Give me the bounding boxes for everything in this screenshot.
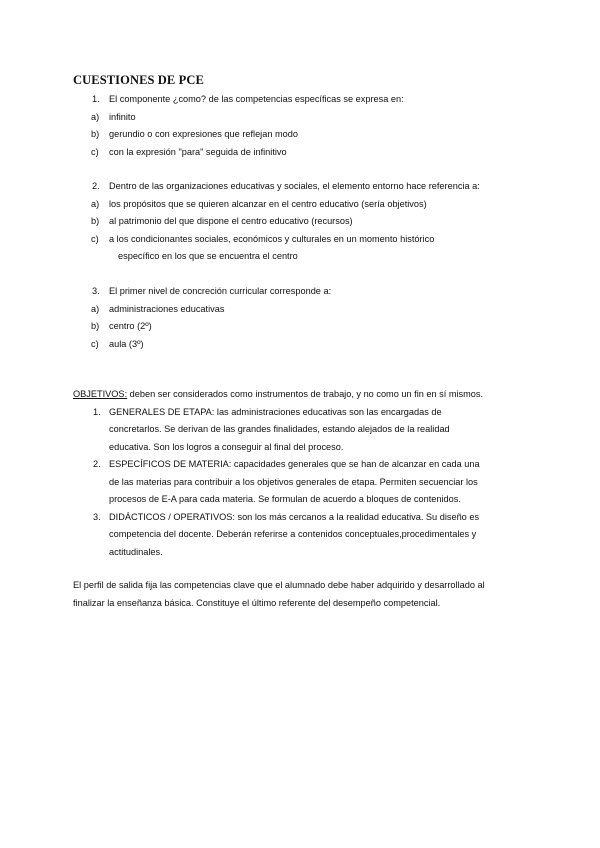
option-letter: b) [91,321,100,331]
objective-line: competencia del docente. Deberán referirse a contenidos conceptuales,procedimentales y [109,529,477,539]
objective-line: de las materias para contribuir a los objetivos generales de etapa. Permiten secuenciar los [109,476,478,487]
option-line [0,301,600,319]
page-title: CUESTIONES DE PCE [73,73,204,87]
objective-line: DIDÁCTICOS / OPERATIVOS: son los más cercanos a la realidad educativa. Su diseño es [109,511,480,522]
option-text: con la expresión "para" seguida de infinitivo [109,146,287,157]
question-2 [0,178,600,266]
objective-line: procesos de E-A para cada materia. Se formulan de acuerdo a bloques de contenidos. [109,494,461,504]
objective-item [73,456,573,509]
option-line [0,196,600,214]
question-number: 2. [92,181,100,191]
objective-line: ESPECÍFICOS DE MATERIA: capacidades generales que se han de alcanzar en cada una [109,459,480,469]
question-text: El primer nivel de concreción curricular corresponde a: [109,286,332,296]
objective-number: 1. [93,406,101,417]
option-text: a los condicionantes sociales, económicos y culturales en un momento histórico [109,233,435,244]
question-text: El componente ¿como? de las competencias específicas se expresa en: [109,94,404,104]
option-text: gerundio o con expresiones que reflejan modo [109,129,298,139]
option-line [0,109,600,127]
objectives-intro-text: deben ser considerados como instrumentos de trabajo, y no como un fin en sí mismos. [127,389,484,399]
objective-number: 2. [93,459,101,469]
option-text: infinito [109,111,136,122]
profile-paragraph [73,577,485,612]
objective-line: concretarlos. Se derivan de las grandes finalidades, estando alejados de la realidad [109,424,450,434]
objective-line: educativa. Son los logros a conseguir al final del proceso. [109,441,344,452]
option-line [0,213,600,231]
question-text: Dentro de las organizaciones educativas y sociales, el elemento entorno hace referencia a: [109,181,480,191]
paragraph-line: finalizar la enseñanza básica. Constituye el último referente del desempeño competencial. [73,597,441,608]
objective-line: GENERALES DE ETAPA: las administraciones educativas son las encargadas de [109,406,442,417]
option-line [0,231,600,249]
question-number: 3. [92,286,100,296]
objectives-section [73,386,573,557]
option-line [0,336,600,354]
objective-item [73,404,573,457]
option-text: centro (2º) [109,321,152,331]
objectives-label: OBJETIVOS: [73,389,128,399]
option-line [0,126,600,144]
option-letter: a) [91,303,100,314]
option-letter: c) [91,338,99,349]
question-line [0,283,600,301]
option-text: al patrimonio del que dispone el centro educativo (recursos) [109,216,353,226]
paragraph-line: El perfil de salida fija las competencias clave que el alumnado debe haber adquirido y desarrollado al [73,580,485,590]
question-line [0,91,600,109]
option-line [0,144,600,162]
question-line [0,178,600,196]
option-letter: a) [91,111,100,122]
option-letter: c) [91,233,99,244]
objective-number: 3. [93,511,101,522]
question-3 [0,283,600,353]
option-continuation-line [0,248,600,266]
objective-line: actitudinales. [109,546,163,557]
option-letter: a) [91,198,100,209]
objective-item [73,509,573,562]
option-text: los propósitos que se quieren alcanzar en el centro educativo (sería objetivos) [109,198,427,209]
question-1 [0,91,600,161]
objectives-list [73,404,573,562]
option-letter: b) [91,129,100,139]
objectives-intro [73,386,573,404]
option-text: aula (3º) [109,338,144,349]
option-letter: c) [91,146,99,157]
option-letter: b) [91,216,100,226]
option-line [0,318,600,336]
option-text-continuation: específico en los que se encuentra el centro [118,251,298,261]
question-number: 1. [92,94,100,104]
option-text: administraciones educativas [109,303,225,314]
